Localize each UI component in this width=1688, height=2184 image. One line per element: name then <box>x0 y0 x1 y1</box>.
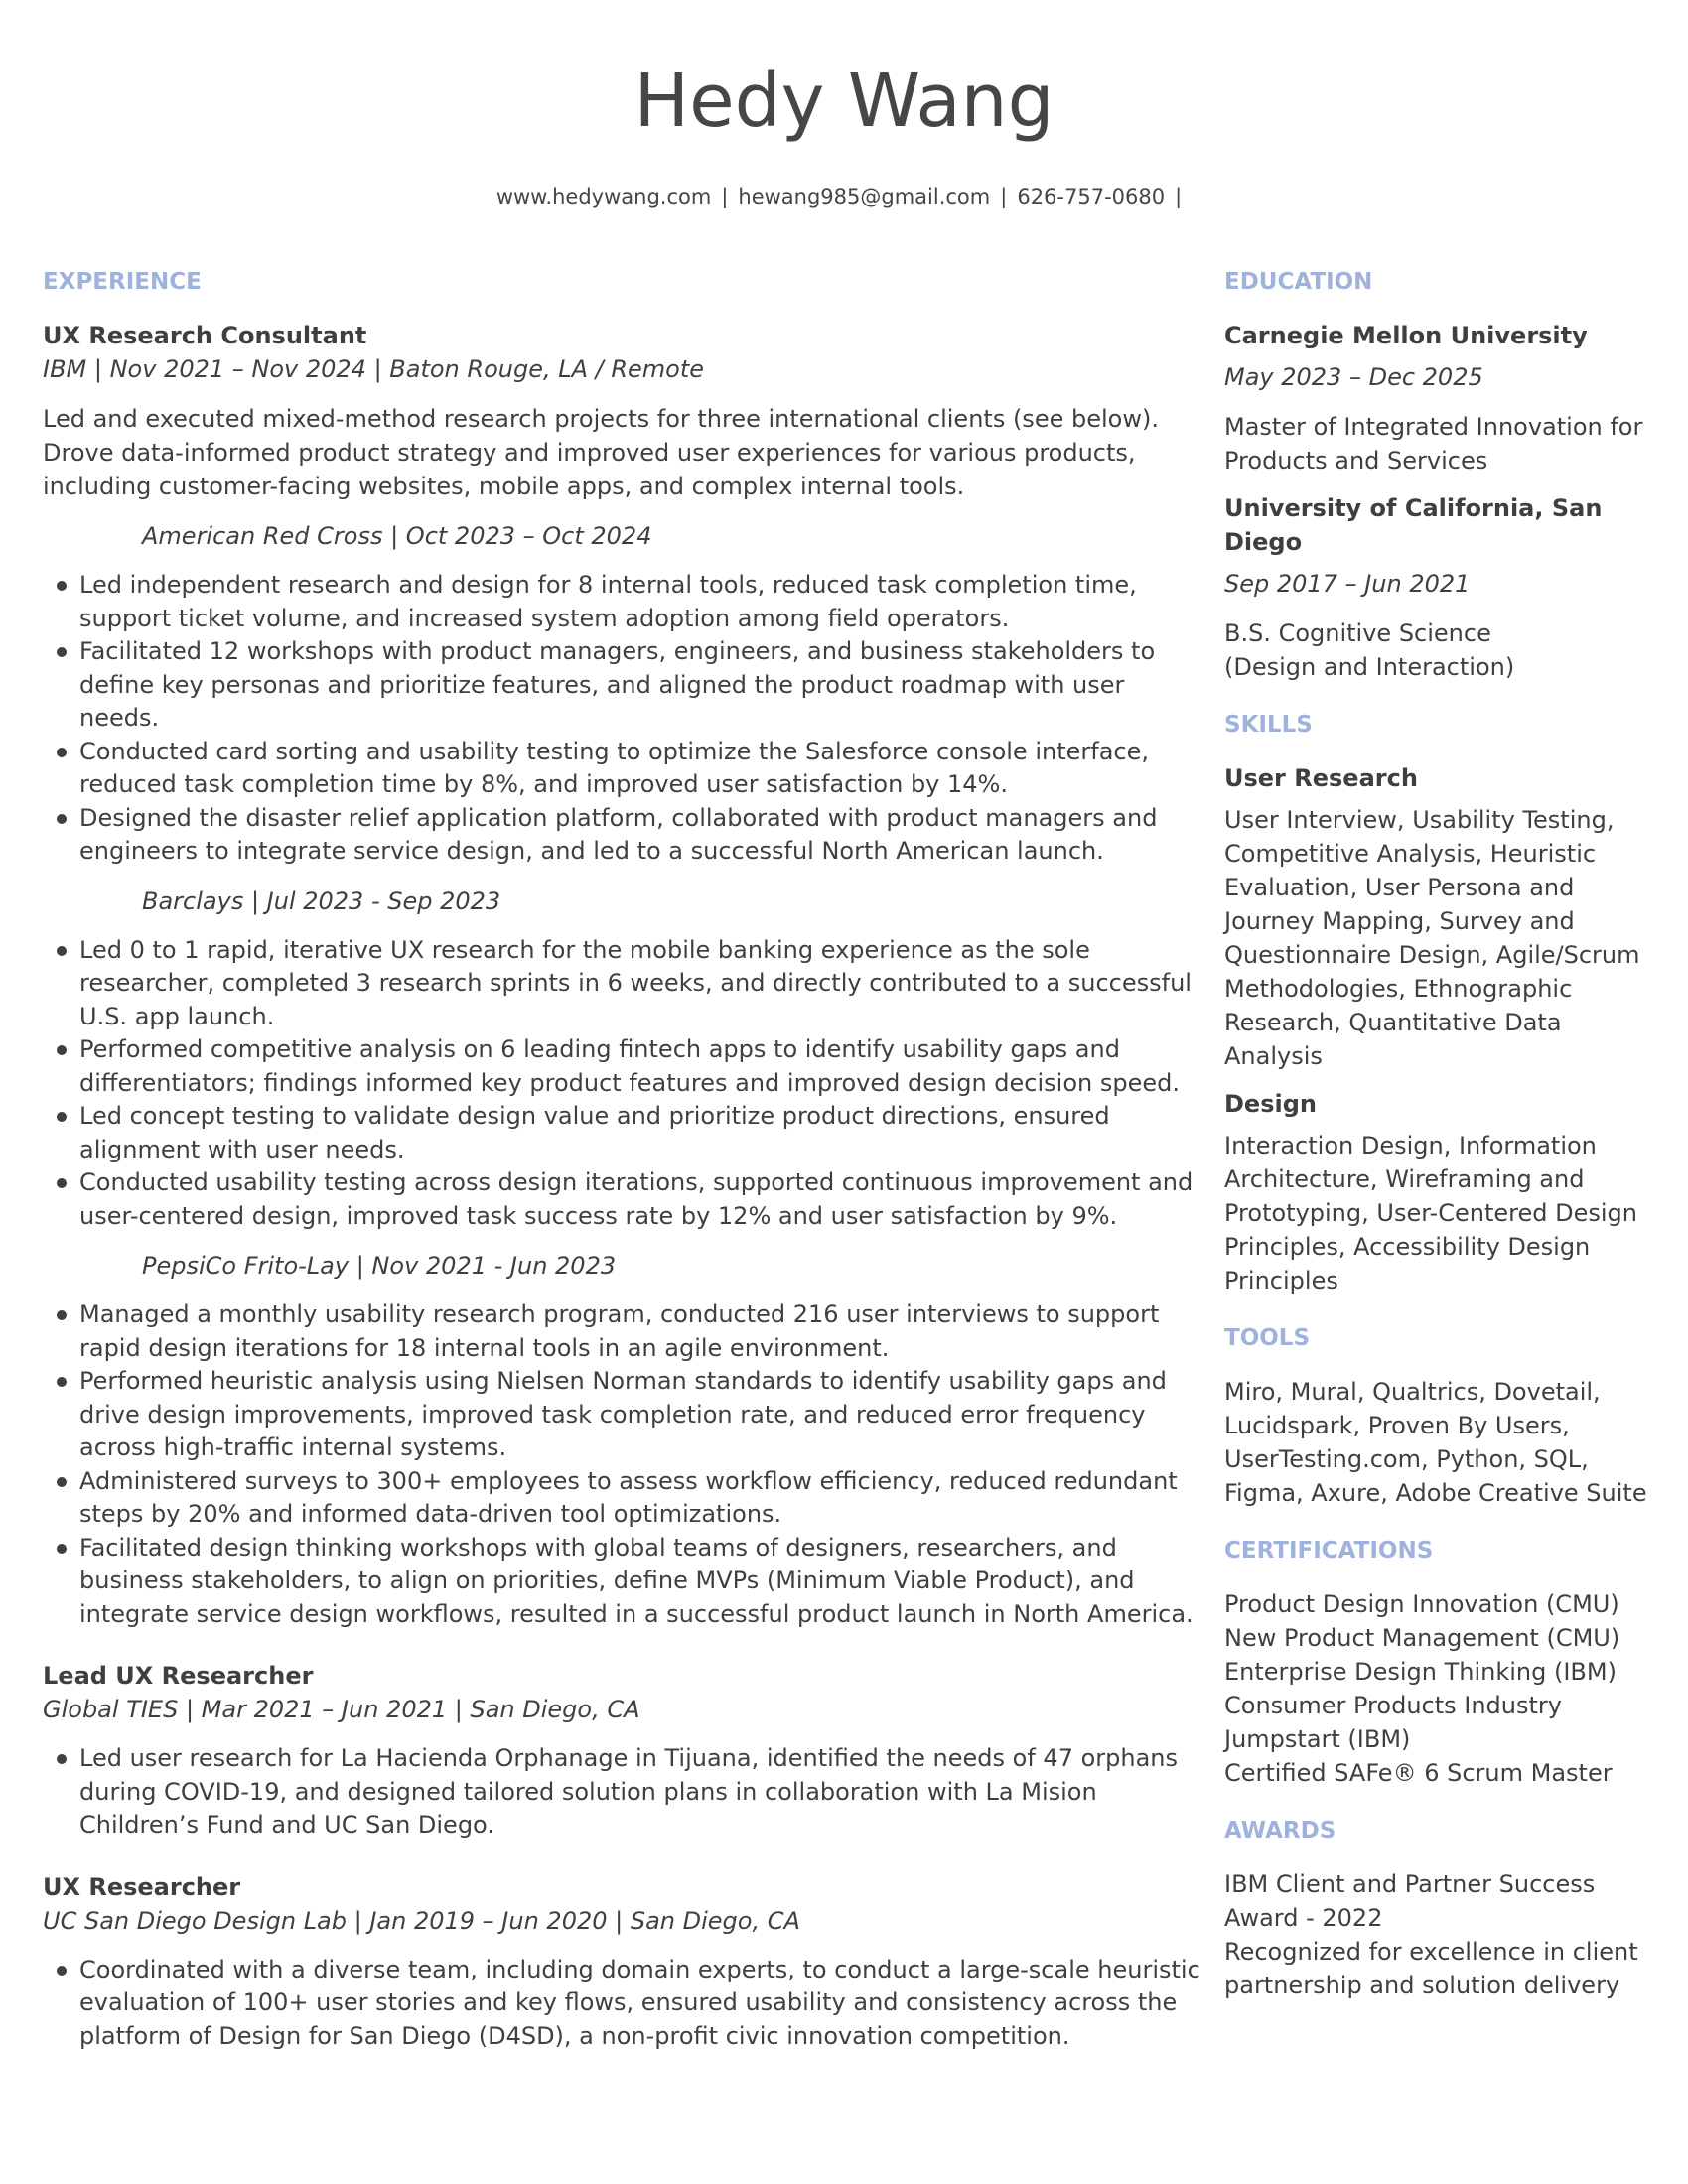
bullet-item: Led concept testing to validate design value and prioritize product directions, ensured alignment with user needs. <box>43 1100 1209 1166</box>
bullet-item: Facilitated design thinking workshops with global teams of designers, researchers, and business stakeholders, to align on priorities, define MVPs (Minimum Viable Product), and integrate service design workflows, resulted in a successful product launch in North America. <box>43 1532 1209 1632</box>
client-heading: PepsiCo Frito-Lay | Nov 2021 - Jun 2023 <box>142 1252 617 1280</box>
job-title: Lead UX Researcher <box>43 1662 314 1690</box>
award-item: IBM Client and Partner Success Award - 2022 <box>1224 1870 1596 1932</box>
right-column <box>1224 265 1661 2016</box>
certification-item: Enterprise Design Thinking (IBM) <box>1224 1658 1617 1686</box>
certification-item: Certified SAFe® 6 Scrum Master <box>1224 1759 1613 1787</box>
award-list <box>1224 1867 1661 2002</box>
skill-group-text: User Interview, Usability Testing, Competitive Analysis, Heuristic Evaluation, User Persona and Journey Mapping, Survey and Questionnaire Design, Agile/Scrum Methodologies, Ethnographic Research, Quantitative Data Analysis <box>1224 806 1640 1070</box>
job-entry <box>43 1659 1209 1843</box>
school-name: Carnegie Mellon University <box>1224 322 1588 349</box>
job-meta: UC San Diego Design Lab | Jan 2019 – Jun 2020 | San Diego, CA <box>43 1906 800 1935</box>
skill-group-name: Design <box>1224 1090 1317 1118</box>
certification-item: New Product Management (CMU) <box>1224 1624 1620 1652</box>
bullet-item: Led independent research and design for 8 internal tools, reduced task completion time, support ticket volume, and increased system adoption among field operators. <box>43 569 1209 635</box>
experience-heading: EXPERIENCE <box>43 269 202 295</box>
bullet-item: Designed the disaster relief application platform, collaborated with product managers and engineers to integrate service design, and led to a successful North American launch. <box>43 802 1209 869</box>
job-meta: IBM | Nov 2021 – Nov 2024 | Baton Rouge, LA / Remote <box>43 355 705 383</box>
job-entry <box>43 319 1209 1631</box>
award-item: Recognized for excellence in client partnership and solution delivery <box>1224 1938 1638 1999</box>
skills-heading: SKILLS <box>1224 712 1313 738</box>
degree-line: Master of Integrated Innovation for <box>1224 413 1643 441</box>
contact-line <box>0 180 1688 213</box>
degree <box>1224 616 1661 684</box>
degree-line: Products and Services <box>1224 447 1488 475</box>
job-summary: Led and executed mixed-method research projects for three international clients (see below). Drove data-informed product strategy and improved user experiences for various products, including customer-facing websites, mobile apps, and complex internal tools. <box>43 405 1159 500</box>
bullet-item: Facilitated 12 workshops with product managers, engineers, and business stakeholders to define key personas and prioritize features, and aligned the product roadmap with user needs. <box>43 635 1209 736</box>
separator: | <box>1000 185 1008 208</box>
skill-group-text: Interaction Design, Information Architecture, Wireframing and Prototyping, User-Centered Design Principles, Accessibility Design Principles <box>1224 1132 1637 1295</box>
school-name: University of California, San Diego <box>1224 494 1603 556</box>
bullet-list <box>43 1954 1209 2054</box>
bullet-item: Led user research for La Hacienda Orphanage in Tijuana, identified the needs of 47 orphans during COVID-19, and designed tailored solution plans in collaboration with La Mision Children’s Fund and UC San Diego. <box>43 1742 1209 1843</box>
job-title: UX Research Consultant <box>43 322 367 349</box>
candidate-name: Hedy Wang <box>633 59 1055 144</box>
job-meta: Global TIES | Mar 2021 – Jun 2021 | San Diego, CA <box>43 1696 640 1723</box>
tools-heading: TOOLS <box>1224 1325 1311 1351</box>
bullet-list <box>43 1298 1209 1631</box>
bullet-item: Conducted usability testing across design iterations, supported continuous improvement and user-centered design, improved task success rate by 12% and user satisfaction by 9%. <box>43 1166 1209 1233</box>
separator: | <box>721 185 729 208</box>
bullet-item: Conducted card sorting and usability testing to optimize the Salesforce console interface, reduced task completion time by 8%, and improved user satisfaction by 14%. <box>43 736 1209 802</box>
certifications-heading: CERTIFICATIONS <box>1224 1538 1434 1564</box>
left-column <box>43 265 1209 2069</box>
certification-item: Consumer Products Industry Jumpstart (IBM) <box>1224 1692 1562 1753</box>
bullet-item: Performed heuristic analysis using Nielsen Norman standards to identify usability gaps and drive design improvements, improved task completion rate, and reduced error frequency across high-traffic internal systems. <box>43 1365 1209 1465</box>
awards-heading: AWARDS <box>1224 1818 1336 1843</box>
phone-number: 626-757-0680 <box>1017 185 1166 208</box>
certification-list <box>1224 1587 1661 1790</box>
degree <box>1224 410 1661 478</box>
degree-line: B.S. Cognitive Science <box>1224 619 1491 647</box>
school-dates: Sep 2017 – Jun 2021 <box>1224 570 1471 598</box>
email-link[interactable]: hewang985@gmail.com <box>738 185 991 208</box>
website-link[interactable]: www.hedywang.com <box>495 185 712 208</box>
client-heading: Barclays | Jul 2023 - Sep 2023 <box>142 887 501 915</box>
bullet-item: Led 0 to 1 rapid, iterative UX research for the mobile banking experience as the sole researcher, completed 3 research sprints in 6 weeks, and directly contributed to a successful U.S. app launch. <box>43 934 1209 1034</box>
separator: | <box>1175 185 1183 208</box>
job-title: UX Researcher <box>43 1872 241 1901</box>
client-heading: American Red Cross | Oct 2023 – Oct 2024 <box>142 522 652 550</box>
degree-line: (Design and Interaction) <box>1224 653 1515 681</box>
skill-group-name: User Research <box>1224 764 1418 792</box>
certification-item: Product Design Innovation (CMU) <box>1224 1590 1619 1618</box>
school-dates: May 2023 – Dec 2025 <box>1224 363 1483 391</box>
bullet-item: Performed competitive analysis on 6 leading fintech apps to identify usability gaps and differentiators; findings informed key product features and improved design decision speed. <box>43 1033 1209 1100</box>
tools-text: Miro, Mural, Qualtrics, Dovetail, Lucidspark, Proven By Users, UserTesting.com, Python, SQL, Figma, Axure, Adobe Creative Suite <box>1224 1378 1647 1507</box>
bullet-item: Administered surveys to 300+ employees to assess workflow efficiency, reduced redundant steps by 20% and informed data-driven tool optimizations. <box>43 1465 1209 1532</box>
bullet-list <box>43 934 1209 1234</box>
bullet-item: Coordinated with a diverse team, including domain experts, to conduct a large-scale heuristic evaluation of 100+ user stories and key flows, ensured usability and consistency across the platform of Design for San Diego (D4SD), a non-profit civic innovation competition. <box>43 1954 1209 2054</box>
bullet-item: Managed a monthly usability research program, conducted 216 user interviews to support rapid design iterations for 18 internal tools in an agile environment. <box>43 1298 1209 1365</box>
bullet-list <box>43 1742 1209 1843</box>
education-heading: EDUCATION <box>1224 269 1373 295</box>
bullet-list <box>43 569 1209 869</box>
job-entry <box>43 1870 1209 2054</box>
